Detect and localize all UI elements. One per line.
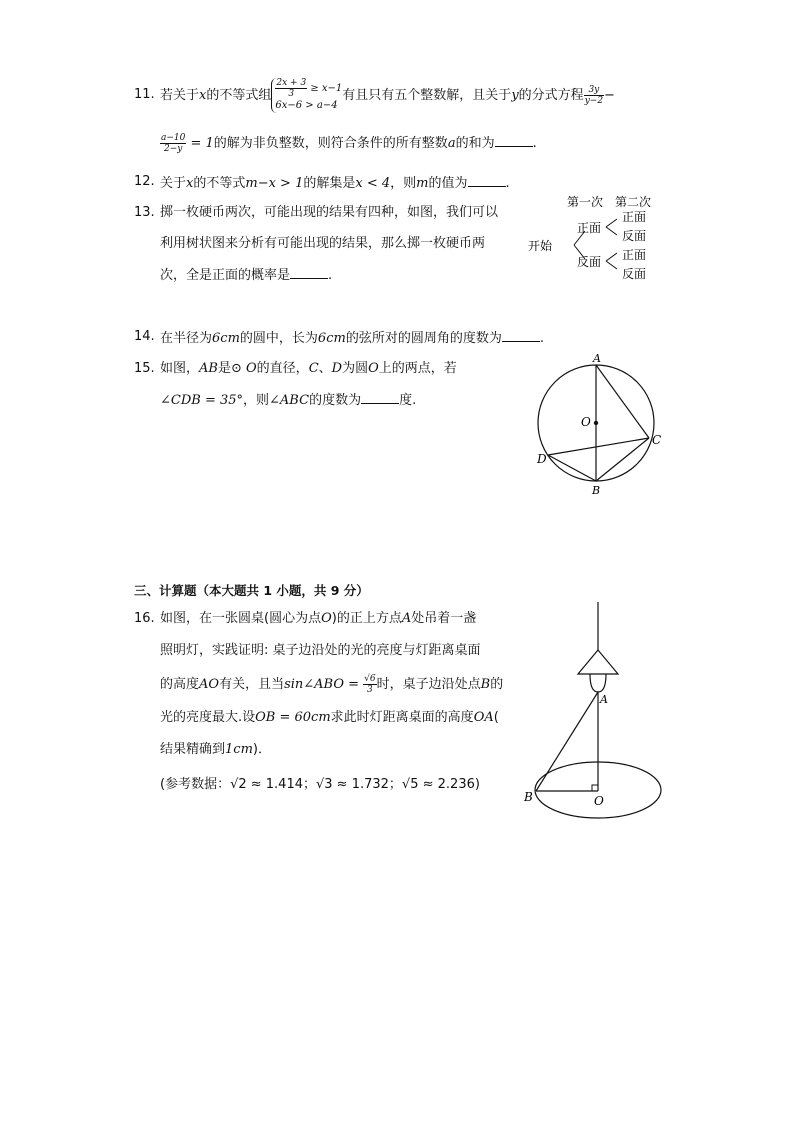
tree-col1: 第一次 <box>567 195 604 209</box>
q16-line5: 结果精确到1cm)． <box>160 742 271 757</box>
tree-tails: 反面 <box>577 255 602 269</box>
chord-DB <box>548 455 596 481</box>
q16-line4: 光的亮度最大.设OB = 60cm求此时灯距离桌面的高度OA( <box>160 710 499 725</box>
circle-diagram <box>530 348 670 498</box>
lamp-diagram <box>520 598 670 828</box>
chord-AC <box>596 365 649 438</box>
q16-line1: 如图，在一张圆桌(圆心为点O)的正上方点A处吊着一盏 <box>160 611 477 626</box>
q11-line2 <box>160 132 537 156</box>
fraction-sqrt6-3: $\frac{√6}{3}$ <box>364 674 376 695</box>
answer-blank <box>495 134 533 147</box>
q16-line6: (参考数据：√2 ≈ 1.414；√3 ≈ 1.732；√5 ≈ 2.236) <box>160 777 480 792</box>
label-B: B <box>592 484 601 497</box>
q14-number: 14. <box>134 329 155 344</box>
q11-text: 的解为非负整数，则符合条件的所有整数 <box>213 136 448 151</box>
fraction-a-10: $\frac{a-10}{2-y}$ <box>161 133 186 154</box>
q12-line: 关于x的不等式m−x > 1的解集是x < 4，则m的值为 . <box>160 176 510 191</box>
q11-text: 的和为 <box>455 136 495 151</box>
q16-line2: 照明灯，实践证明: 桌子边沿处的光的亮度与灯距离桌面 <box>160 643 481 658</box>
label-A: A <box>593 352 601 365</box>
q15-number: 15. <box>134 361 155 376</box>
chord-DC <box>548 438 649 455</box>
inequality-system: $\frac{2x + 3}{3}$ ≥ x−1 6x−6 > a−4 <box>271 78 342 113</box>
section-heading: 三、计算题（本大题共 1 小题，共 9 分） <box>134 583 369 598</box>
q11-text: 的不等式组 <box>206 88 272 103</box>
answer-blank <box>502 329 540 342</box>
q15-line2: ∠CDB = 35°，则∠ABC的度数为 度. <box>160 393 417 408</box>
branch-lines <box>606 219 617 269</box>
label-B: B <box>524 790 533 804</box>
q11-minus: − <box>604 88 615 103</box>
label-C: C <box>652 433 662 447</box>
q11-text: 有且只有五个整数解，且关于 <box>342 88 512 103</box>
tree-diagram <box>525 190 670 285</box>
answer-blank <box>468 174 506 187</box>
center-point <box>594 421 598 425</box>
q11-var-a: a <box>447 136 456 151</box>
q11-eq: = 1 <box>186 136 214 151</box>
q11-var-x: x <box>199 88 207 103</box>
tree-heads: 正面 <box>577 221 602 235</box>
q13-number: 13. <box>134 205 155 220</box>
q16-number: 16. <box>134 611 155 626</box>
q11-text: 的分式方程 <box>518 88 584 103</box>
tree-start: 开始 <box>528 239 553 253</box>
lamp-shade <box>578 650 618 674</box>
label-D: D <box>537 452 547 466</box>
q11-number: 11. <box>134 87 155 102</box>
right-angle-mark <box>592 785 598 791</box>
q11-line1 <box>160 78 615 112</box>
q13-line1: 掷一枚硬币两次，可能出现的结果有四种，如图，我们可以 <box>160 205 499 220</box>
answer-blank <box>361 391 399 404</box>
tree-t1: 反面 <box>622 229 647 243</box>
label-O: O <box>581 415 591 429</box>
q14-line: 在半径为6cm的圆中，长为6cm的弦所对的圆周角的度数为 . <box>160 331 544 346</box>
q13-line2: 利用树状图来分析有可能出现的结果，那么掷一枚硬币两 <box>160 236 486 251</box>
q11-text: 若关于 <box>160 88 200 103</box>
label-O: O <box>594 794 604 808</box>
fraction-3y: $\frac{3y}{y-2}$ <box>584 85 604 106</box>
q15-line1: 如图，AB是⊙ O的直径，C、D为圆O上的两点，若 <box>160 361 457 376</box>
q11-end: . <box>532 136 537 151</box>
tree-t2: 反面 <box>622 267 647 281</box>
label-A: A <box>600 693 608 706</box>
tree-h2: 正面 <box>622 248 647 262</box>
q12-number: 12. <box>134 174 155 189</box>
segment-AB <box>536 692 598 791</box>
q13-line3: 次，全是正面的概率是 . <box>160 268 333 283</box>
lamp-bulb <box>590 674 606 692</box>
tree-h1: 正面 <box>622 210 647 224</box>
tree-col2: 第二次 <box>615 195 652 209</box>
q16-line3: 的高度AO有关，且当sin∠ABO = $\frac{√6}{3}$ 时，桌子边沿处点B的 <box>160 674 504 695</box>
answer-blank <box>290 266 328 279</box>
q11-var-y: y <box>511 88 519 103</box>
